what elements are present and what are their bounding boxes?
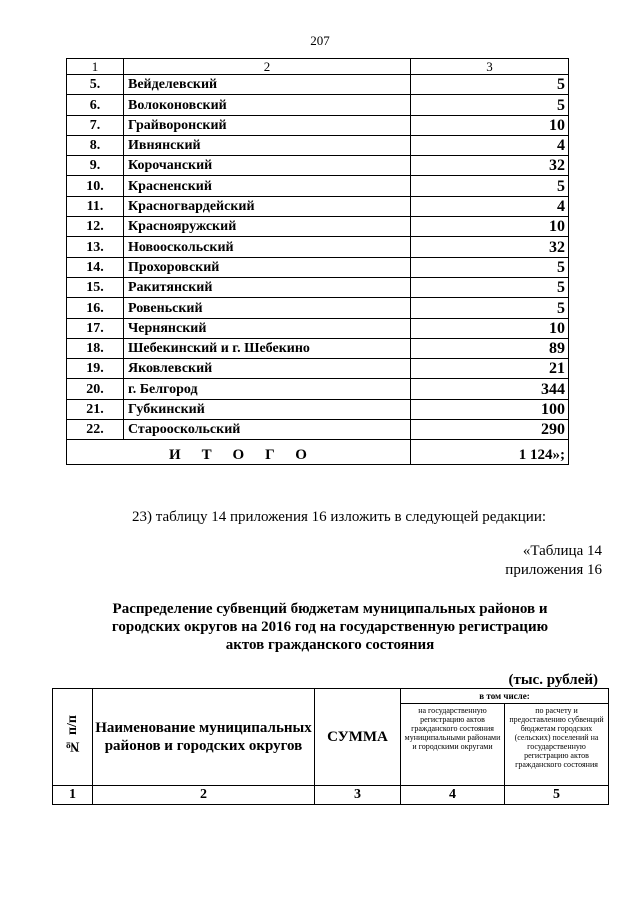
sub-col-municipal-header: на государственную регистрацию актов гражданского состояния муниципальными районами и городскими округами	[401, 704, 505, 786]
row-number: 17.	[67, 318, 124, 338]
subvention-value: 5	[411, 257, 569, 277]
subvention-value: 4	[411, 135, 569, 155]
row-number: 14.	[67, 257, 124, 277]
district-name: Волоконовский	[124, 95, 411, 115]
table-row	[67, 318, 569, 338]
subvention-value: 100	[411, 399, 569, 419]
table-row	[67, 359, 569, 379]
including-header: в том числе:	[401, 689, 609, 704]
colnum-4: 4	[401, 786, 505, 805]
table-row	[67, 75, 569, 95]
row-number: 10.	[67, 176, 124, 196]
colnum-3: 3	[315, 786, 401, 805]
subvention-value: 32	[411, 237, 569, 257]
row-number: 9.	[67, 156, 124, 176]
subvention-value: 21	[411, 359, 569, 379]
subvention-value: 32	[411, 156, 569, 176]
table-row	[67, 176, 569, 196]
col-name-header: Наименование муниципальных районов и городских округов	[93, 689, 315, 786]
table-row	[67, 379, 569, 399]
colnum-1: 1	[53, 786, 93, 805]
table-row	[67, 399, 569, 419]
col-number-label: № п/п	[64, 715, 80, 754]
sub-col-settlements-header: по расчету и предоставлению субвенций бюджетам городских (сельских) поселений на государственную регистрацию актов гражданского состояния	[505, 704, 609, 786]
row-number: 8.	[67, 135, 124, 155]
district-name: Ивнянский	[124, 135, 411, 155]
district-name: г. Белгород	[124, 379, 411, 399]
table-row	[67, 298, 569, 318]
district-name: Корочанский	[124, 156, 411, 176]
subvention-value: 5	[411, 95, 569, 115]
subvention-value: 5	[411, 176, 569, 196]
total-label: ИТОГО	[67, 440, 411, 465]
col-sum-header: СУММА	[315, 689, 401, 786]
district-name: Ровеньский	[124, 298, 411, 318]
district-name: Ракитянский	[124, 277, 411, 297]
district-name: Губкинский	[124, 399, 411, 419]
header-col-2: 2	[124, 59, 411, 75]
item-23-text: 23) таблицу 14 приложения 16 изложить в следующей редакции:	[132, 509, 547, 525]
subvention-value: 10	[411, 318, 569, 338]
row-number: 22.	[67, 420, 124, 440]
row-number: 16.	[67, 298, 124, 318]
district-name: Красненский	[124, 176, 411, 196]
total-row	[67, 440, 569, 465]
row-number: 19.	[67, 359, 124, 379]
subvention-table-header	[52, 688, 609, 805]
table-row	[67, 135, 569, 155]
table-caption-line2: приложения 16	[505, 562, 602, 578]
table-row	[67, 420, 569, 440]
total-value: 1 124»;	[411, 440, 569, 465]
table-caption-line1: «Таблица 14	[522, 543, 602, 559]
district-name: Красногвардейский	[124, 196, 411, 216]
district-name: Яковлевский	[124, 359, 411, 379]
row-number: 7.	[67, 115, 124, 135]
district-name: Прохоровский	[124, 257, 411, 277]
table-row	[67, 277, 569, 297]
row-number: 11.	[67, 196, 124, 216]
table-title: Распределение субвенций бюджетам муниципальных районов и городских округов на 2016 год на государственную регистрацию актов гражданского состояния	[111, 601, 549, 653]
subvention-value: 5	[411, 277, 569, 297]
district-name: Новооскольский	[124, 237, 411, 257]
column-numbers-row	[53, 786, 609, 805]
district-name: Грайворонский	[124, 115, 411, 135]
table-row	[67, 196, 569, 216]
table-row	[67, 257, 569, 277]
subvention-value: 290	[411, 420, 569, 440]
subvention-value: 10	[411, 217, 569, 237]
subvention-value: 5	[411, 75, 569, 95]
col-number-header	[53, 689, 93, 786]
header-col-3: 3	[411, 59, 569, 75]
table-row	[67, 237, 569, 257]
subvention-value: 344	[411, 379, 569, 399]
row-number: 5.	[67, 75, 124, 95]
header-col-1: 1	[67, 59, 124, 75]
subvention-value: 4	[411, 196, 569, 216]
row-number: 15.	[67, 277, 124, 297]
district-name: Краснояружский	[124, 217, 411, 237]
row-number: 6.	[67, 95, 124, 115]
table-row	[67, 95, 569, 115]
row-number: 13.	[67, 237, 124, 257]
table-row	[67, 156, 569, 176]
row-number: 18.	[67, 338, 124, 358]
units-label: (тыс. рублей)	[508, 672, 598, 688]
colnum-2: 2	[93, 786, 315, 805]
row-number: 12.	[67, 217, 124, 237]
table-row	[67, 338, 569, 358]
page-number: 207	[310, 33, 330, 48]
district-name: Старооскольский	[124, 420, 411, 440]
table-row	[67, 217, 569, 237]
district-name: Вейделевский	[124, 75, 411, 95]
district-name: Шебекинский и г. Шебекино	[124, 338, 411, 358]
row-number: 21.	[67, 399, 124, 419]
subvention-value: 5	[411, 298, 569, 318]
colnum-5: 5	[505, 786, 609, 805]
subvention-value: 89	[411, 338, 569, 358]
district-table-continuation	[66, 58, 569, 465]
table-header-row	[67, 59, 569, 75]
table-row	[67, 115, 569, 135]
subvention-value: 10	[411, 115, 569, 135]
row-number: 20.	[67, 379, 124, 399]
district-name: Чернянский	[124, 318, 411, 338]
